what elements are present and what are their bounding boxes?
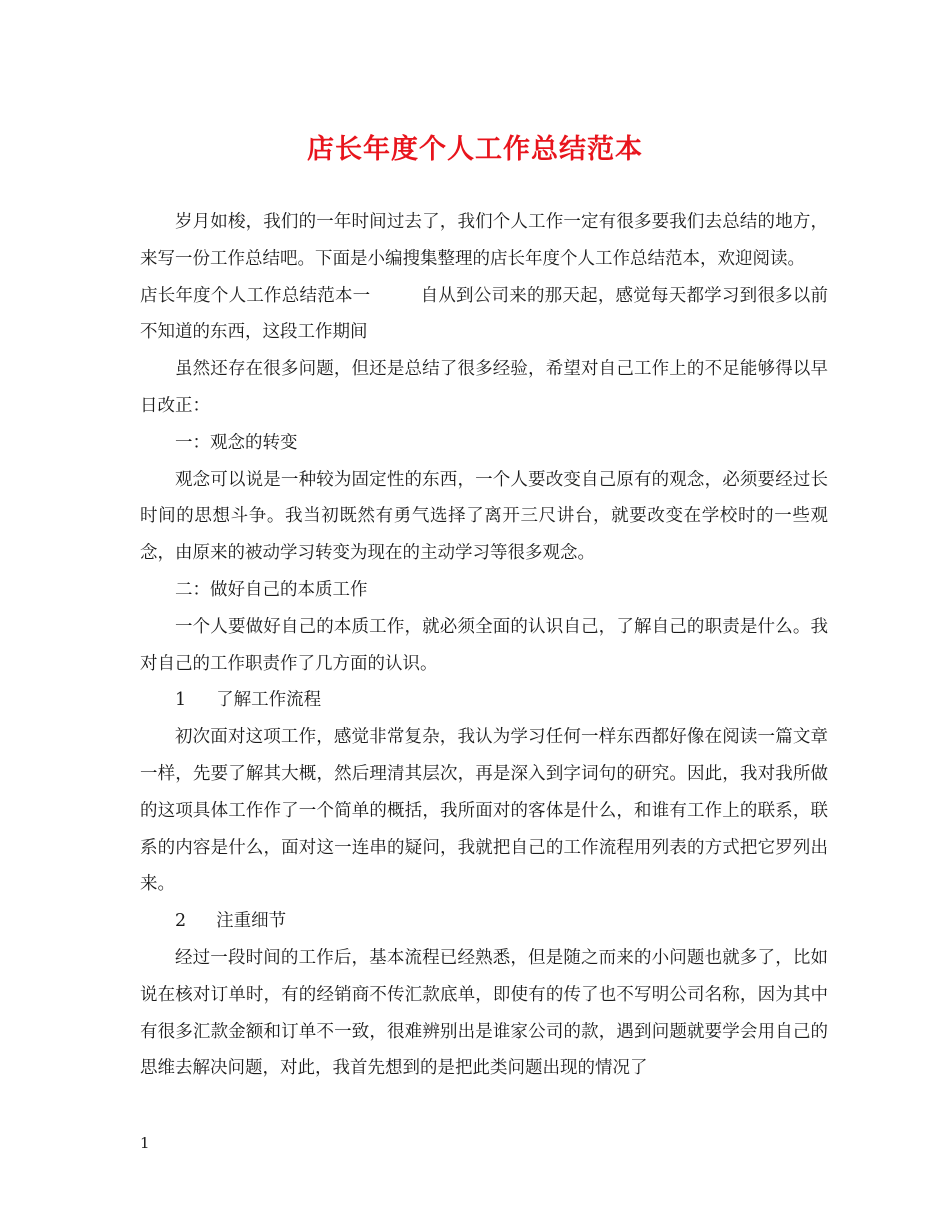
section-one-paragraph xyxy=(140,278,828,352)
sub-one-number: 1 xyxy=(175,690,187,711)
sub-one-heading xyxy=(140,682,828,719)
sub-one-title: 了解工作流程 xyxy=(216,690,322,711)
intro-paragraph: 岁月如梭，我们的一年时间过去了，我们个人工作一定有很多要我们去总结的地方，来写一份工作总结吧。下面是小编搜集整理的店长年度个人工作总结范本，欢迎阅读。 xyxy=(140,212,828,269)
point-two-paragraph: 一个人要做好自己的本质工作，就必须全面的认识自己，了解自己的职责是什么。我对自己的工作职责作了几方面的认识。 xyxy=(140,616,828,674)
sub-two-paragraph: 经过一段时间的工作后，基本流程已经熟悉，但是随之而来的小问题也就多了，比如说在核对订单时，有的经销商不传汇款底单，即使有的传了也不写明公司名称，因为其中有很多汇款金额和订单不一致，很难辨别出是谁家公司的款，遇到问题就要学会用自己的思维去解决问题，对此，我首先想到的是把此类问题出现的情况了 xyxy=(140,947,828,1079)
section-one-lead: 自从到公司来的那天起，感觉每天都学习到很多以前不知道的东西，这段工作期间 xyxy=(140,285,829,343)
point-two-heading: 二：做好自己的本质工作 xyxy=(175,579,368,600)
page-number: 1 xyxy=(140,1134,150,1152)
sub-two-heading xyxy=(140,903,828,940)
point-one-paragraph: 观念可以说是一种较为固定性的东西，一个人要改变自己原有的观念，必须要经过长时间的思想斗争。我当初既然有勇气选择了离开三尺讲台，就要改变在学校时的一些观念，由原来的被动学习转变为现在的主动学习等很多观念。 xyxy=(140,469,828,564)
document-body xyxy=(140,204,828,1087)
document-title: 店长年度个人工作总结范本 xyxy=(307,134,643,165)
sub-two-number: 2 xyxy=(175,911,187,932)
sub-two-title: 注重细节 xyxy=(216,911,287,932)
sub-one-paragraph: 初次面对这项工作，感觉非常复杂，我认为学习任何一样东西都好像在阅读一篇文章一样，先要了解其大概，然后理清其层次，再是深入到字词句的研究。因此，我对我所做的这项具体工作作了一个简单的概括，我所面对的客体是什么，和谁有工作上的联系，联系的内容是什么，面对这一连串的疑问，我就把自己的工作流程用列表的方式把它罗列出来。 xyxy=(140,727,828,895)
section-one-heading: 店长年度个人工作总结范本一 xyxy=(140,285,371,306)
problems-paragraph: 虽然还存在很多问题，但还是总结了很多经验，希望对自己工作上的不足能够得以早日改正： xyxy=(140,359,828,416)
point-one-heading: 一：观念的转变 xyxy=(175,432,298,453)
